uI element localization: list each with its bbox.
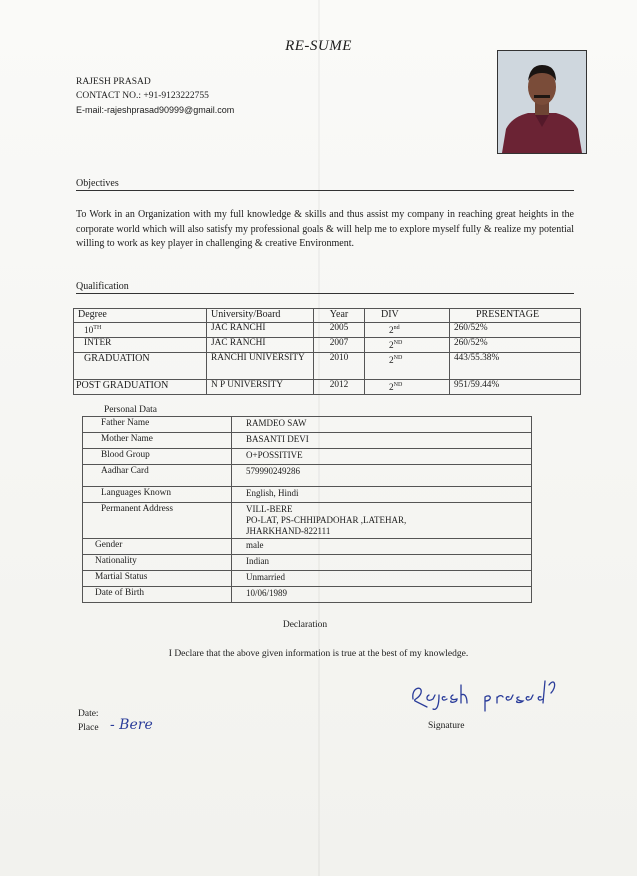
table-row (83, 465, 532, 487)
div-cell (365, 380, 450, 395)
degree-cell: GRADUATION (74, 353, 207, 380)
degree-cell: INTER (74, 338, 207, 353)
div-value: 2 (389, 356, 394, 367)
div-value: 2 (389, 383, 394, 394)
applicant-name: RAJESH PRASAD (76, 77, 151, 87)
table-row (83, 539, 532, 555)
degree-value: 10 (84, 326, 94, 337)
field-label: Nationality (83, 555, 232, 571)
field-label: Mother Name (83, 433, 232, 449)
table-row (83, 433, 532, 449)
contact-number: CONTACT NO.: +91-9123222755 (76, 91, 209, 101)
board-cell: N P UNIVERSITY (207, 380, 314, 395)
field-label: Martial Status (83, 571, 232, 587)
year-cell: 2010 (314, 353, 365, 380)
address-line-3: JHARKHAND-822111 (246, 526, 331, 536)
table-row (83, 449, 532, 465)
percentage-cell: 260/52% (450, 338, 581, 353)
div-cell (365, 323, 450, 338)
person-photo-icon (498, 51, 586, 153)
degree-cell: POST GRADUATION (74, 380, 207, 395)
table-row (83, 555, 532, 571)
field-value: 579990249286 (232, 465, 532, 487)
date-label: Date: (78, 709, 99, 719)
qualification-table (73, 308, 581, 395)
table-row (83, 587, 532, 603)
personal-data-heading: Personal Data (104, 405, 158, 415)
board-cell: JAC RANCHI (207, 323, 314, 338)
signature-icon (405, 675, 565, 715)
field-value: Indian (232, 555, 532, 571)
objectives-heading: Objectives (76, 178, 119, 189)
place-label: Place (78, 723, 99, 733)
profile-photo (497, 50, 587, 154)
table-header-row (74, 309, 581, 323)
field-value: RAMDEO SAW (232, 417, 532, 433)
declaration-heading: Declaration (282, 620, 328, 630)
table-row (74, 338, 581, 353)
board-cell: JAC RANCHI (207, 338, 314, 353)
place-value: - Bere (110, 717, 153, 733)
declaration-text: I Declare that the above given information is true at the best of my knowledge. (168, 649, 469, 659)
field-label: Gender (83, 539, 232, 555)
address-value (232, 503, 532, 539)
percentage-cell: 260/52% (450, 323, 581, 338)
degree-cell (74, 323, 207, 338)
address-line-2: PO-LAT, PS-CHHIPADOHAR ,LATEHAR, (246, 515, 407, 525)
qualification-rule (76, 293, 574, 294)
table-row (83, 571, 532, 587)
percentage-cell: 443/55.38% (450, 353, 581, 380)
page-title: RE-SUME (285, 38, 352, 54)
year-cell: 2012 (314, 380, 365, 395)
field-value: English, Hindi (232, 487, 532, 503)
div-suffix: ND (393, 382, 403, 389)
field-label: Languages Known (83, 487, 232, 503)
header-div: DIV (365, 309, 450, 323)
board-cell: RANCHI UNIVERSITY (207, 353, 314, 380)
personal-data-table (82, 416, 532, 603)
field-value: O+POSSITIVE (232, 449, 532, 465)
header-year: Year (314, 309, 365, 323)
table-row (74, 380, 581, 395)
year-cell: 2005 (314, 323, 365, 338)
table-row (83, 503, 532, 539)
field-value: Unmarried (232, 571, 532, 587)
field-value: BASANTI DEVI (232, 433, 532, 449)
year-cell: 2007 (314, 338, 365, 353)
qualification-heading: Qualification (76, 281, 129, 292)
table-row (83, 417, 532, 433)
field-value: 10/06/1989 (232, 587, 532, 603)
div-cell (365, 338, 450, 353)
percentage-cell: 951/59.44% (450, 380, 581, 395)
field-label: Blood Group (83, 449, 232, 465)
field-label: Date of Birth (83, 587, 232, 603)
field-value: male (232, 539, 532, 555)
div-suffix: ND (393, 340, 403, 347)
email-address: E-mail:-rajeshprasad90999@gmail.com (76, 105, 235, 115)
div-value: 2 (389, 341, 394, 352)
table-row (74, 323, 581, 338)
field-label: Aadhar Card (83, 465, 232, 487)
field-label: Permanent Address (83, 503, 232, 539)
degree-suffix: TH (93, 325, 102, 331)
objectives-rule (76, 190, 574, 191)
header-degree: Degree (74, 309, 207, 323)
div-suffix: nd (393, 325, 400, 331)
header-percentage: PRESENTAGE (450, 309, 581, 323)
objectives-text: To Work in an Organization with my full knowledge & skills and thus assist my company in reaching great heights in the corporate world which will also satisfy my professional goals & will help me to explore myself fully & realize my potential willing to work as key player in challenging & creative Environment. (76, 209, 574, 249)
header-board: University/Board (207, 309, 314, 323)
table-row (74, 353, 581, 380)
div-value: 2 (389, 326, 394, 337)
div-suffix: ND (393, 355, 403, 362)
div-cell (365, 353, 450, 380)
address-line-1: VILL-BERE (246, 504, 293, 514)
field-label: Father Name (83, 417, 232, 433)
signature-label: Signature (428, 721, 465, 731)
table-row (83, 487, 532, 503)
